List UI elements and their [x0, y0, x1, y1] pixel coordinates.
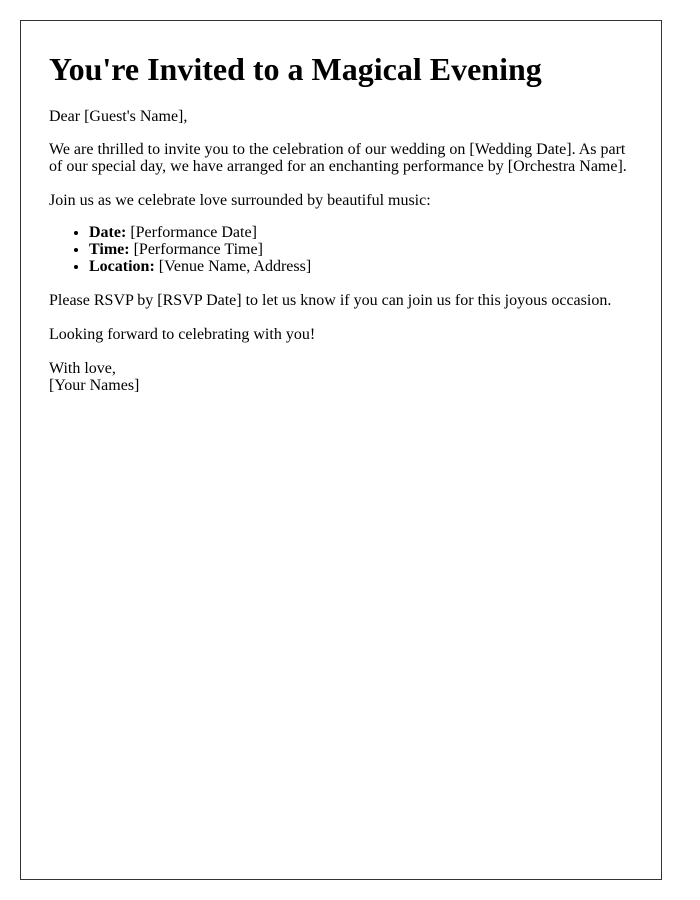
signoff [49, 360, 633, 394]
detail-date [89, 224, 633, 241]
detail-date-value: [Performance Date] [130, 224, 257, 241]
invitation-letter [20, 20, 662, 880]
detail-location-label: Location: [89, 258, 155, 275]
rsvp-paragraph: Please RSVP by [RSVP Date] to let us know if you can join us for this joyous occasion. [49, 292, 612, 309]
event-details-list [49, 224, 633, 275]
detail-time-value: [Performance Time] [133, 241, 263, 258]
signoff-line: With love, [49, 360, 116, 377]
letter-title: You're Invited to a Magical Evening [49, 51, 542, 87]
signature: [Your Names] [49, 377, 140, 394]
detail-time [89, 241, 633, 258]
detail-time-label: Time: [89, 241, 130, 258]
intro-paragraph: We are thrilled to invite you to the celebration of our wedding on [Wedding Date]. As part of our special day, we have arranged for an enchanting performance by [Orchestra Name]. [49, 141, 627, 175]
join-paragraph: Join us as we celebrate love surrounded by beautiful music: [49, 192, 431, 209]
detail-location [89, 258, 633, 275]
greeting: Dear [Guest's Name], [49, 108, 188, 125]
detail-date-label: Date: [89, 224, 127, 241]
detail-location-value: [Venue Name, Address] [158, 258, 312, 275]
closing-paragraph: Looking forward to celebrating with you! [49, 326, 316, 343]
